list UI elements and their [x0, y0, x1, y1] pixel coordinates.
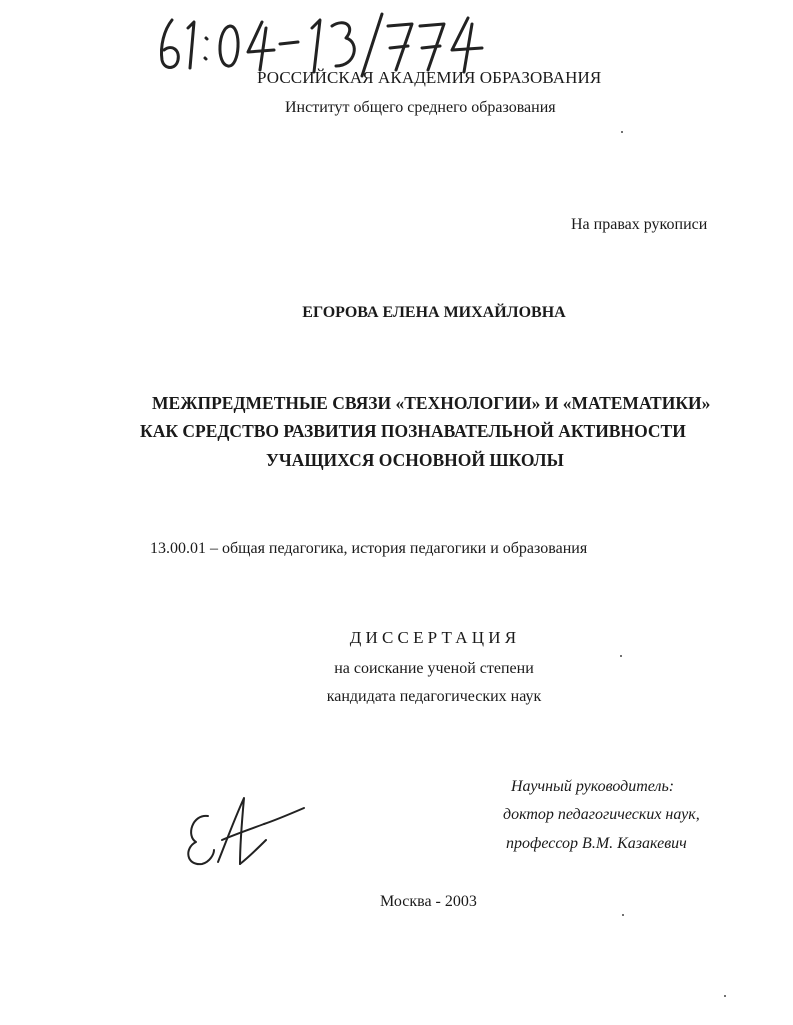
dissertation-title-line-3: УЧАЩИХСЯ ОСНОВНОЙ ШКОЛЫ [266, 450, 564, 470]
supervisor-label: Научный руководитель: [511, 778, 675, 795]
dissertation-title-line-2: КАК СРЕДСТВО РАЗВИТИЯ ПОЗНАВАТЕЛЬНОЙ АКТИВНОСТИ [140, 421, 686, 441]
author-signature [178, 790, 308, 870]
scan-speck [724, 995, 726, 997]
degree-line-2: кандидата педагогических наук [326, 688, 542, 705]
supervisor-degree: доктор педагогических наук, [503, 806, 700, 823]
scan-speck [622, 914, 624, 916]
degree-line-1: на соискание ученой степени [334, 660, 534, 677]
document-type: ДИССЕРТАЦИЯ [349, 628, 521, 647]
scan-speck [620, 655, 622, 657]
specialty-code: 13.00.01 – общая педагогика, история педагогики и образования [150, 540, 588, 557]
rights-note: На правах рукописи [571, 216, 708, 233]
academy-name: РОССИЙСКАЯ АКАДЕМИЯ ОБРАЗОВАНИЯ [257, 68, 602, 87]
city-year: Москва - 2003 [380, 893, 477, 910]
scan-speck [621, 131, 623, 133]
author-name: ЕГОРОВА ЕЛЕНА МИХАЙЛОВНА [302, 304, 566, 321]
supervisor-name: профессор В.М. Казакевич [506, 835, 687, 852]
dissertation-title-line-1: МЕЖПРЕДМЕТНЫЕ СВЯЗИ «ТЕХНОЛОГИИ» И «МАТЕМАТИКИ» [152, 393, 711, 413]
institute-name: Институт общего среднего образования [285, 99, 556, 116]
